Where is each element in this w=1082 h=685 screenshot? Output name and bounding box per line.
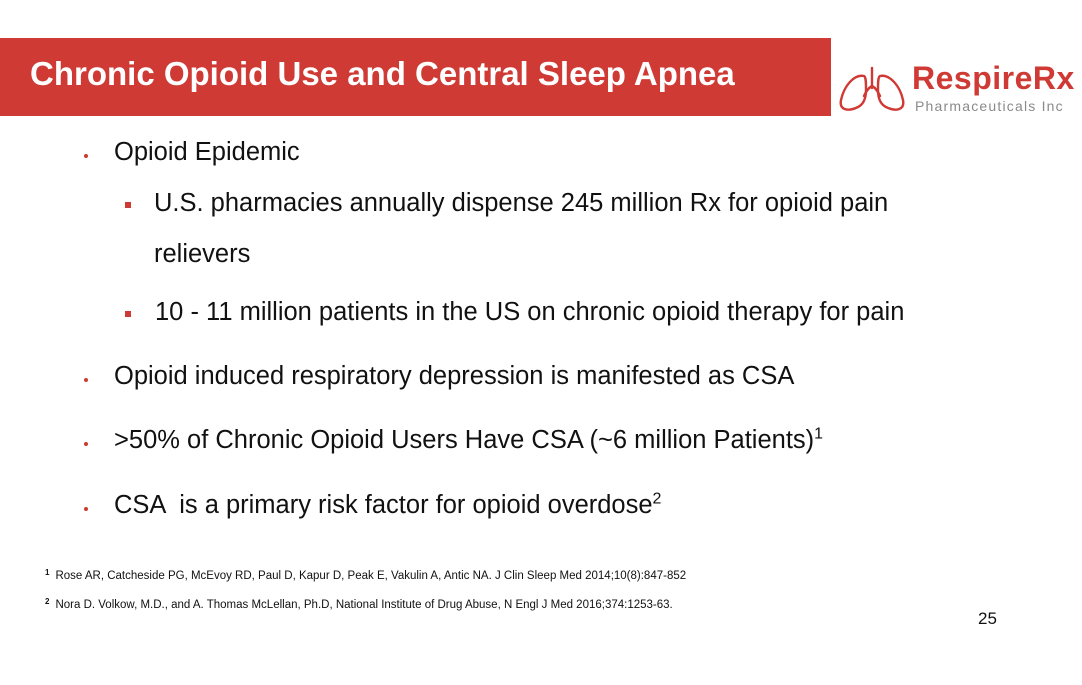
bullet-text: CSA is a primary risk factor for opioid overdose: [114, 491, 653, 519]
logo-subtitle: Pharmaceuticals Inc: [915, 98, 1064, 114]
bullet-marker: [84, 378, 88, 382]
bullet-text: >50% of Chronic Opioid Users Have CSA (~6 million Patients): [114, 426, 815, 454]
slide-title: Chronic Opioid Use and Central Sleep Apnea: [30, 55, 735, 92]
footnote-ref: 1: [814, 425, 824, 443]
sub-bullet-marker: [125, 311, 131, 317]
bullet-marker: [84, 442, 88, 446]
footnote-text: Rose AR, Catcheside PG, McEvoy RD, Paul D, Kapur D, Peak E, Vakulin A, Antic NA. J Clin Sleep Med 2014;10(8):847-852: [55, 570, 687, 582]
bullet-item: Opioid induced respiratory depression is manifested as CSA: [114, 362, 795, 390]
bullet-item: Opioid Epidemic: [114, 138, 300, 166]
footnote-text: Nora D. Volkow, M.D., and A. Thomas McLellan, Ph.D, National Institute of Drug Abuse, N Engl J Med 2016;374:1253-63.: [55, 599, 673, 611]
lungs-icon: [836, 64, 908, 114]
footnote: [45, 599, 673, 611]
sub-bullet-continuation: relievers: [154, 240, 251, 268]
footnote-number: 1: [45, 568, 50, 577]
page-number: 25: [978, 609, 997, 628]
sub-bullet-item: U.S. pharmacies annually dispense 245 million Rx for opioid pain: [154, 189, 889, 217]
footnote-number: 2: [45, 597, 50, 606]
bullet-item: [114, 491, 661, 520]
bullet-marker: [84, 154, 88, 158]
logo-name: RespireRx: [912, 60, 1075, 96]
bullet-item: [114, 426, 823, 455]
footnote: [45, 570, 686, 582]
footnote-ref: 2: [652, 490, 662, 508]
company-logo: [836, 60, 1082, 116]
bullet-marker: [84, 507, 88, 511]
sub-bullet-marker: [125, 202, 131, 208]
sub-bullet-item: 10 - 11 million patients in the US on chronic opioid therapy for pain: [155, 298, 905, 326]
